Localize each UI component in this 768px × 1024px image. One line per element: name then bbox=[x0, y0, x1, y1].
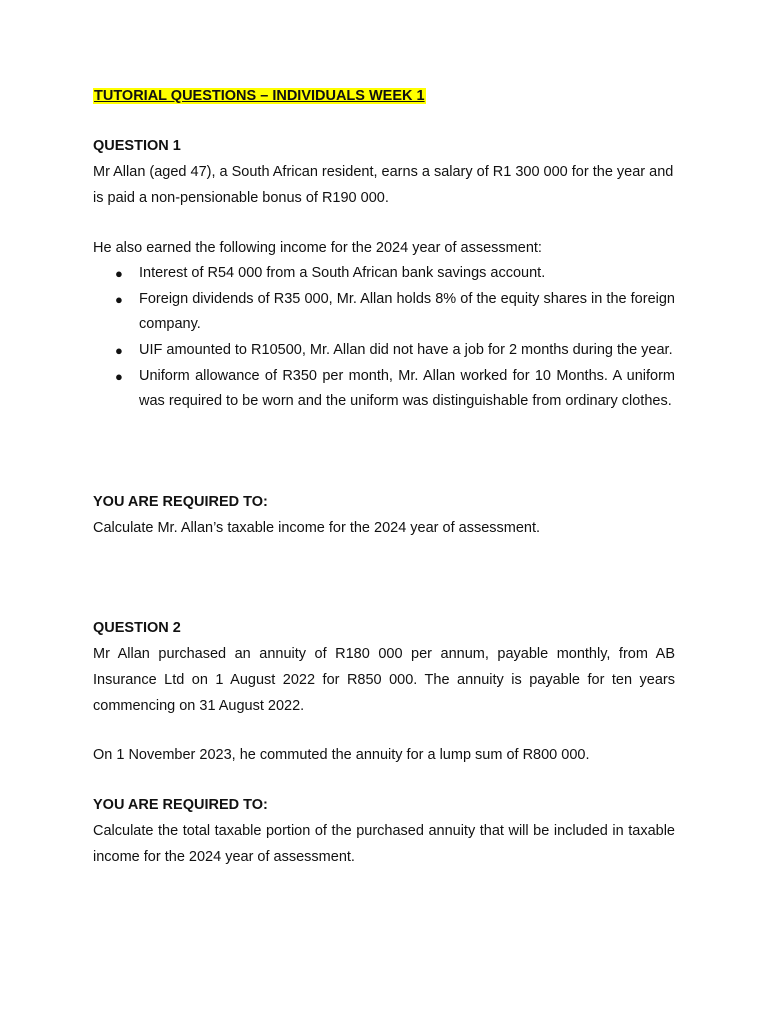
question-2-intro: Mr Allan purchased an annuity of R180 000 per annum, payable monthly, from AB Insurance Ltd on 1 August 2022 for R850 000. The annuity is payable for ten years commencing on 31 August 2022. bbox=[93, 646, 675, 714]
question-1-required-text: Calculate Mr. Allan’s taxable income for the 2024 year of assessment. bbox=[93, 520, 541, 536]
list-item: ● Interest of R54 000 from a South African bank savings account. bbox=[93, 261, 675, 286]
document-title: TUTORIAL QUESTIONS – INDIVIDUALS WEEK 1 bbox=[94, 88, 425, 104]
bullet-icon: ● bbox=[115, 369, 123, 384]
list-item: ● Foreign dividends of R35 000, Mr. Allan holds 8% of the equity shares in the foreign company. bbox=[93, 287, 675, 337]
list-item: ● UIF amounted to R10500, Mr. Allan did not have a job for 2 months during the year. bbox=[93, 338, 675, 363]
question-1-lead: He also earned the following income for the 2024 year of assessment: bbox=[93, 240, 542, 256]
list-item: ● Uniform allowance of R350 per month, Mr. Allan worked for 10 Months. A uniform was required to be worn and the uniform was distinguishable from ordinary clothes. bbox=[93, 364, 675, 414]
question-1-intro: Mr Allan (aged 47), a South African resident, earns a salary of R1 300 000 for the year and is paid a non-pensionable bonus of R190 000. bbox=[93, 164, 674, 206]
question-2-heading: QUESTION 2 bbox=[93, 620, 181, 636]
question-1-income-list bbox=[93, 261, 675, 415]
question-2-required-text: Calculate the total taxable portion of the purchased annuity that will be included in taxable income for the 2024 year of assessment. bbox=[93, 823, 675, 865]
bullet-icon: ● bbox=[115, 292, 123, 307]
question-2-commuted: On 1 November 2023, he commuted the annuity for a lump sum of R800 000. bbox=[93, 747, 590, 763]
bullet-icon: ● bbox=[115, 266, 123, 281]
question-1-required-heading: YOU ARE REQUIRED TO: bbox=[93, 494, 268, 510]
bullet-icon: ● bbox=[115, 343, 123, 358]
question-2-required-heading: YOU ARE REQUIRED TO: bbox=[93, 797, 268, 813]
question-1-heading: QUESTION 1 bbox=[93, 138, 181, 154]
